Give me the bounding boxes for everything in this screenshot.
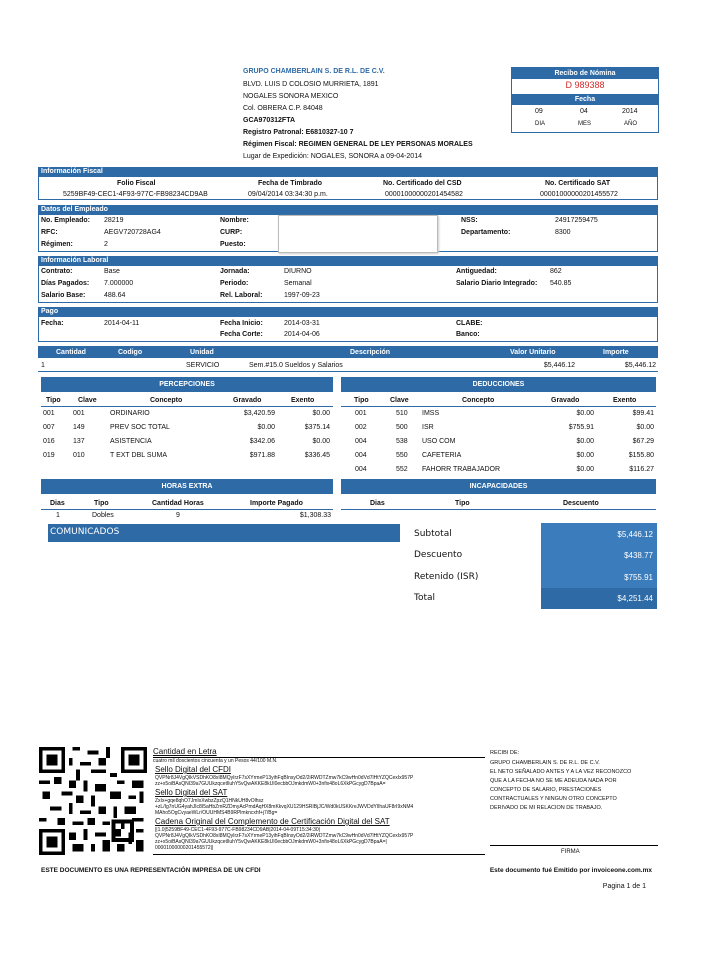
pay-inicio-label: Fecha Inicio: bbox=[220, 320, 263, 327]
total-value: $4,251.44 bbox=[617, 594, 653, 603]
receipt-dia: 09 bbox=[535, 108, 543, 115]
company-regimen: Régimen Fiscal: REGIMEN GENERAL DE LEY PERSONAS MORALES bbox=[243, 141, 473, 148]
company-name: GRUPO CHAMBERLAIN S. DE R.L. DE C.V. bbox=[243, 68, 385, 75]
sello-sat-label: Sello Digital del SAT bbox=[155, 788, 228, 797]
lab-contrato: Base bbox=[104, 268, 120, 275]
incap-h-tipo: Tipo bbox=[455, 500, 470, 507]
lab-jornada-label: Jornada: bbox=[220, 268, 250, 275]
horas-h-cant: Cantidad Horas bbox=[152, 500, 204, 507]
incap-h-desc: Descuento bbox=[563, 500, 599, 507]
perc-cell-exento: $375.14 bbox=[304, 424, 330, 431]
perc-cell-clave: 149 bbox=[73, 424, 85, 431]
perc-cell-tipo: 007 bbox=[43, 424, 55, 431]
section-labor: Información Laboral bbox=[38, 256, 658, 265]
concept-h-imp: Importe bbox=[603, 349, 629, 356]
total-desc-label: Descuento bbox=[414, 550, 463, 560]
receipt-mes: 04 bbox=[580, 108, 588, 115]
lab-salario: 488.64 bbox=[104, 292, 126, 299]
company-rfc: GCA970312FTA bbox=[243, 117, 296, 124]
total-ret-label: Retenido (ISR) bbox=[414, 572, 479, 582]
sello-sat-2: +zL/Ig7nUG4yahJIc8I5aHbZmRZDmyAcPmdAqHX8mKkvqXU129HSRIBjJC/Wd0kUSKKreJWVDdYIlhaUF8rI9xNM4 bbox=[155, 804, 414, 810]
sello-cfdi-1: QVPNr8J4VgQIkVSDhKO8xI8MQyIrzF7sXYrmeP13yihFqBInsyOd2/2iRWDTZmw7kC9wHn0dVd7lHtYZQCexIx957P bbox=[155, 775, 414, 781]
qr-code bbox=[39, 747, 147, 855]
ded-cell-clave: 538 bbox=[396, 438, 408, 445]
ded-cell-concepto: FAHORR TRABAJADOR bbox=[422, 466, 501, 473]
perc-cell-tipo: 019 bbox=[43, 452, 55, 459]
emp-nss: 24917259475 bbox=[555, 217, 598, 224]
cant-letra: cuatro mil doscientos cincuenta y un Pesos 44/100 M.N. bbox=[153, 758, 278, 764]
ded-h-tipo: Tipo bbox=[354, 397, 369, 404]
perc-cell-concepto: ASISTENCIA bbox=[110, 438, 152, 445]
ded-h-clave: Clave bbox=[390, 397, 409, 404]
ded-cell-exento: $99.41 bbox=[632, 410, 654, 417]
concept-h-cant: Cantidad bbox=[56, 349, 86, 356]
comunicados-label: COMUNICADOS bbox=[50, 527, 120, 537]
pay-fecha-label: Fecha: bbox=[41, 320, 64, 327]
lab-antig: 862 bbox=[550, 268, 562, 275]
cant-letra-label: Cantidad en Letra bbox=[153, 747, 217, 756]
lab-sdi: 540.85 bbox=[550, 280, 572, 287]
emitido-note: Este documento fué Emitido por invoiceone.com.mx bbox=[489, 867, 652, 874]
perc-cell-tipo: 016 bbox=[43, 438, 55, 445]
recibi-3: QUE A LA FECHA NO SE ME ADEUDA NADA POR bbox=[490, 778, 617, 784]
perc-cell-gravado: $971.88 bbox=[249, 452, 275, 459]
fiscal-h-folio: Folio Fiscal bbox=[117, 180, 156, 187]
lab-rel-label: Rel. Laboral: bbox=[220, 292, 263, 299]
incap-title: INCAPACIDADES bbox=[341, 479, 656, 494]
section-employee: Datos del Empleado bbox=[38, 205, 658, 214]
emp-depto: 8300 bbox=[555, 229, 571, 236]
cadena-4: 00001000000201455572|| bbox=[155, 845, 214, 851]
concept-h-vu: Valor Unitario bbox=[510, 349, 556, 356]
lab-salario-label: Salario Base: bbox=[41, 292, 86, 299]
ded-cell-concepto: ISR bbox=[422, 424, 434, 431]
recibi-6: DERIVADO DE MI RELACION DE TRABAJO. bbox=[490, 805, 603, 811]
emp-depto-label: Departamento: bbox=[461, 229, 511, 236]
emp-num-label: No. Empleado: bbox=[41, 217, 91, 224]
total-label: Total bbox=[414, 593, 436, 603]
incap-h-dias: Dias bbox=[370, 500, 385, 507]
cadena-rule bbox=[153, 854, 485, 855]
recibi-label: RECIBI DE: bbox=[490, 750, 520, 756]
company-lugar: Lugar de Expedición: NOGALES, SONORA a 09-04-2014 bbox=[243, 153, 422, 160]
total-sub: $5,446.12 bbox=[617, 530, 653, 539]
fiscal-h-sat: No. Certificado SAT bbox=[545, 180, 611, 187]
firma-line bbox=[490, 845, 658, 846]
lab-antig-label: Antiguedad: bbox=[456, 268, 497, 275]
horas-tipo: Dobles bbox=[92, 512, 114, 519]
emp-puesto-label: Puesto: bbox=[220, 241, 246, 248]
perc-cell-clave: 137 bbox=[73, 438, 85, 445]
concept-h-cod: Codigo bbox=[118, 349, 143, 356]
pay-banco-label: Banco: bbox=[456, 331, 480, 338]
fiscal-h-csd: No. Certificado del CSD bbox=[383, 180, 462, 187]
ded-cell-gravado: $0.00 bbox=[576, 452, 594, 459]
incap-rule bbox=[341, 509, 656, 510]
perc-h-gravado: Gravado bbox=[233, 397, 262, 404]
company-registro: Registro Patronal: E6810327-10 7 bbox=[243, 129, 354, 136]
emp-nombre-label: Nombre: bbox=[220, 217, 249, 224]
horas-rule bbox=[41, 509, 333, 510]
cadena-2: QVPNr8J4VgQIkVSDhKO8xI8MQyIrzF7sXYrmeP13yihFqBInsyOd2/2iRWDTZmw7kC9wHn0dVd7lHtYZQCexIx957P bbox=[155, 833, 414, 839]
recibi-4: CONCEPTO DE SALARIO, PRESTACIONES bbox=[490, 787, 602, 793]
total-ret: $755.91 bbox=[624, 573, 653, 582]
perc-cell-exento: $336.45 bbox=[304, 452, 330, 459]
emp-rfc-label: RFC: bbox=[41, 229, 58, 236]
ded-cell-exento: $116.27 bbox=[629, 466, 654, 473]
ded-cell-concepto: IMSS bbox=[422, 410, 440, 417]
ded-cell-exento: $0.00 bbox=[636, 424, 654, 431]
ded-cell-gravado: $0.00 bbox=[576, 410, 594, 417]
company-address-3: Col. OBRERA C.P. 84048 bbox=[243, 105, 323, 112]
perc-cell-concepto: ORDINARIO bbox=[110, 410, 150, 417]
fiscal-timbrado: 09/04/2014 03:34:30 p.m. bbox=[248, 191, 328, 198]
ded-cell-clave: 550 bbox=[396, 452, 408, 459]
lab-dias-label: Días Pagados: bbox=[41, 280, 90, 287]
recibi-1: GRUPO CHAMBERLAIN S. DE R.L. DE C.V. bbox=[490, 760, 600, 766]
perc-rule bbox=[41, 406, 333, 407]
perc-h-tipo: Tipo bbox=[46, 397, 61, 404]
ded-cell-clave: 552 bbox=[396, 466, 408, 473]
cadena-1: ||1.0|5259BF49-CEC1-4F93-977C-FB98234CD9AB|2014-04-09T15:34:30| bbox=[155, 827, 320, 833]
perc-h-exento: Exento bbox=[291, 397, 315, 404]
concept-unid: SERVICIO bbox=[186, 362, 220, 369]
ded-cell-tipo: 004 bbox=[355, 452, 367, 459]
pay-inicio: 2014-03-31 bbox=[284, 320, 320, 327]
horas-h-dias: Dias bbox=[50, 500, 65, 507]
ded-cell-gravado: $755.91 bbox=[568, 424, 594, 431]
concept-h-unid: Unidad bbox=[190, 349, 214, 356]
ded-cell-clave: 510 bbox=[396, 410, 408, 417]
perc-cell-concepto: PREV SOC TOTAL bbox=[110, 424, 170, 431]
section-payment: Pago bbox=[38, 307, 658, 316]
ded-rule bbox=[341, 406, 656, 407]
receipt-title: Recibo de Nómina bbox=[512, 68, 658, 79]
company-address-2: NOGALES SONORA MEXICO bbox=[243, 93, 339, 100]
fiscal-h-timbrado: Fecha de Timbrado bbox=[258, 180, 323, 187]
emp-regimen-label: Régimen: bbox=[41, 241, 73, 248]
firma-label: FIRMA bbox=[561, 849, 580, 855]
cadena-label: Cadena Original del Complemento de Certificación Digital del SAT bbox=[155, 817, 390, 826]
horas-title: HORAS EXTRA bbox=[41, 479, 333, 494]
ded-cell-tipo: 004 bbox=[355, 466, 367, 473]
lab-rel: 1997-09-23 bbox=[284, 292, 320, 299]
receipt-number: D 989388 bbox=[565, 80, 605, 90]
perc-cell-exento: $0.00 bbox=[312, 410, 330, 417]
lab-jornada: DIURNO bbox=[284, 268, 312, 275]
redacted-box bbox=[278, 215, 438, 253]
pay-clabe-label: CLABE: bbox=[456, 320, 483, 327]
concept-imp: $5,446.12 bbox=[624, 362, 656, 369]
concept-vu: $5,446.12 bbox=[543, 362, 575, 369]
concept-h-desc: Descripción bbox=[350, 349, 391, 356]
sello-sat-1: ZxIx+gqe8qhO7JmIxXwbzZpzQ1HNkUH8vOlhsz bbox=[155, 798, 264, 804]
fiscal-folio: 5259BF49-CEC1-4F93-977C-FB98234CD9AB bbox=[63, 191, 208, 198]
pay-fecha: 2014-04-11 bbox=[104, 320, 140, 327]
perc-cell-gravado: $0.00 bbox=[257, 424, 275, 431]
receipt-dia-label: DIA bbox=[535, 121, 546, 127]
ded-cell-clave: 500 bbox=[396, 424, 408, 431]
perc-cell-gravado: $3,420.59 bbox=[243, 410, 275, 417]
perc-cell-clave: 001 bbox=[73, 410, 85, 417]
horas-dias: 1 bbox=[56, 512, 60, 519]
perc-cell-concepto: T EXT DBL SUMA bbox=[110, 452, 168, 459]
section-fiscal: Información Fiscal bbox=[38, 167, 658, 176]
total-desc: $438.77 bbox=[624, 551, 653, 560]
cfdi-note: ESTE DOCUMENTO ES UNA REPRESENTACIÓN IMPRESA DE UN CFDI bbox=[41, 867, 261, 874]
ded-title: DEDUCCIONES bbox=[341, 377, 656, 392]
fiscal-csd: 00001000000201454582 bbox=[385, 191, 463, 198]
ded-cell-concepto: CAFETERIA bbox=[422, 452, 462, 459]
perc-cell-gravado: $342.06 bbox=[249, 438, 275, 445]
perc-cell-exento: $0.00 bbox=[312, 438, 330, 445]
lab-contrato-label: Contrato: bbox=[41, 268, 73, 275]
perc-cell-clave: 010 bbox=[73, 452, 85, 459]
pay-corte: 2014-04-06 bbox=[284, 331, 320, 338]
perc-cell-tipo: 001 bbox=[43, 410, 55, 417]
horas-imp: $1,308.33 bbox=[299, 512, 331, 519]
perc-h-concepto: Concepto bbox=[150, 397, 183, 404]
sello-cfdi-label: Sello Digital del CFDI bbox=[155, 765, 232, 774]
recibi-5: CONTRACTUALES Y NINGUN OTRO CONCEPTO bbox=[490, 796, 617, 802]
ded-h-exento: Exento bbox=[613, 397, 637, 404]
cadena-3: zz+x5oiBAsQNI39a7GUUkzqcetIluhY5vQwAKKE8kUI0ecbbOJmkdmW0+3nfix48oL6XkPGcygD7BpaA=| bbox=[155, 839, 387, 845]
lab-dias: 7.000000 bbox=[104, 280, 134, 287]
concept-desc: Sem.#15.0 Sueldos y Salarios bbox=[249, 362, 343, 369]
emp-rfc: AEGV720728AG4 bbox=[104, 229, 161, 236]
emp-num: 28219 bbox=[104, 217, 124, 224]
ded-h-gravado: Gravado bbox=[551, 397, 580, 404]
page-number: Pagina 1 de 1 bbox=[602, 883, 646, 890]
horas-cant: 9 bbox=[176, 512, 180, 519]
lab-periodo-label: Periodo: bbox=[220, 280, 249, 287]
perc-h-clave: Clave bbox=[78, 397, 97, 404]
receipt-anio: 2014 bbox=[622, 108, 638, 115]
ded-cell-tipo: 004 bbox=[355, 438, 367, 445]
fiscal-sat: 00001000000201455572 bbox=[540, 191, 618, 198]
lab-periodo: Semanal bbox=[284, 280, 312, 287]
horas-h-imp: Importe Pagado bbox=[250, 500, 303, 507]
receipt-fecha-label: Fecha bbox=[512, 94, 658, 105]
recibi-2: EL NETO SEÑALADO ANTES Y A LA VEZ RECONOZCO bbox=[490, 769, 632, 775]
ded-cell-concepto: USO COM bbox=[422, 438, 456, 445]
ded-cell-gravado: $0.00 bbox=[576, 438, 594, 445]
emp-nss-label: NSS: bbox=[461, 217, 478, 224]
concept-cant: 1 bbox=[41, 362, 45, 369]
company-address-1: BLVD. LUIS D COLOSIO MURRIETA, 1891 bbox=[243, 81, 379, 88]
sello-sat-3: MAho5OgCvyaeWLr/OUUHMS4B9RPlmkncxhf+j7/Bg= bbox=[155, 810, 278, 816]
ded-h-concepto: Concepto bbox=[462, 397, 495, 404]
perc-title: PERCEPCIONES bbox=[41, 377, 333, 392]
horas-h-tipo: Tipo bbox=[94, 500, 109, 507]
footer-seals bbox=[153, 747, 485, 857]
pay-corte-label: Fecha Corte: bbox=[220, 331, 263, 338]
ded-cell-gravado: $0.00 bbox=[576, 466, 594, 473]
sello-cfdi-2: zz+x5oiBAsQNI39a7GUUkzqcetIluhY5vQwAKKE8kUI0ecbbOJmkdmW0+3nfix48oL6XkPGcygD7BpaA= bbox=[155, 781, 386, 787]
ded-cell-exento: $155.80 bbox=[628, 452, 654, 459]
emp-curp-label: CURP: bbox=[220, 229, 243, 236]
ded-cell-exento: $67.29 bbox=[632, 438, 654, 445]
ded-cell-tipo: 002 bbox=[355, 424, 367, 431]
total-sub-label: Subtotal bbox=[414, 529, 452, 539]
receipt-mes-label: MES bbox=[578, 121, 592, 127]
emp-regimen: 2 bbox=[104, 241, 108, 248]
receipt-anio-label: AÑO bbox=[624, 121, 638, 127]
ded-cell-tipo: 001 bbox=[355, 410, 367, 417]
lab-sdi-label: Salario Diario Integrado: bbox=[456, 280, 538, 287]
concept-rule bbox=[38, 371, 658, 372]
